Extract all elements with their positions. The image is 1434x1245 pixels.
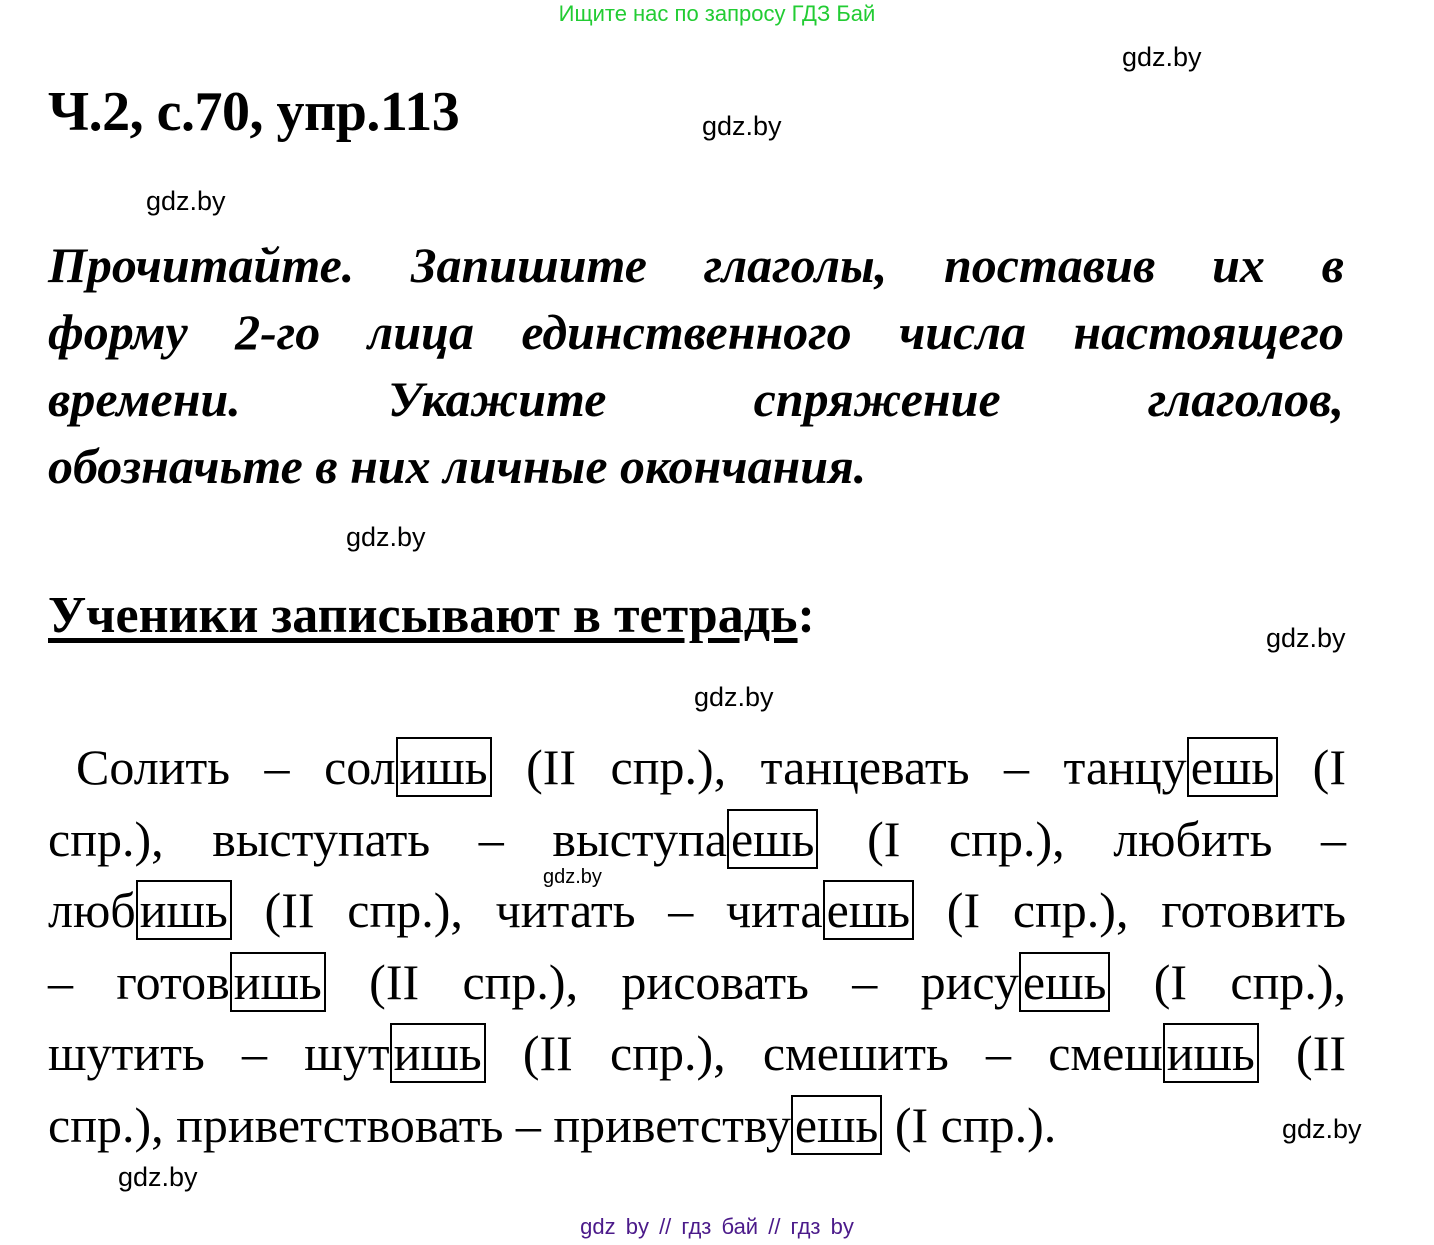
watermark: gdz.by <box>694 682 774 712</box>
answer-fragment: (II спр.), смешить – <box>485 1025 1049 1081</box>
answer-fragment: Солить – <box>76 739 325 795</box>
ending-box: ишь <box>390 1023 486 1083</box>
answer-line <box>48 732 1346 804</box>
answer-fragment: – <box>48 953 117 1010</box>
footer-links[interactable]: gdz by // гдз бай // гдз by <box>580 1214 854 1239</box>
watermark: gdz.by <box>146 186 226 216</box>
ending-box: ишь <box>230 952 326 1012</box>
answer-heading <box>48 584 815 648</box>
answer-fragment: (I спр.), любить – <box>818 810 1347 867</box>
ending-box: ешь <box>727 809 819 869</box>
answer-fragment: (II спр.), танцевать – <box>491 739 1064 795</box>
ending-box: ешь <box>791 1095 883 1155</box>
answer-fragment: (I <box>1278 739 1346 795</box>
answer-line <box>48 947 1346 1019</box>
task-line: обозначьте в них личные окончания. <box>48 438 867 494</box>
task-line: форму 2-го лица единственного числа настоящего <box>48 304 1344 360</box>
answer-fragment: (II спр.), рисовать – <box>325 953 921 1010</box>
verb-stem: чита <box>726 882 823 938</box>
verb-stem: рису <box>920 953 1019 1010</box>
watermark: gdz.by <box>346 522 426 552</box>
ending-box: ешь <box>1019 952 1111 1012</box>
watermark: gdz.by <box>702 111 782 141</box>
answer-fragment: (I спр.), готовить <box>914 882 1347 938</box>
verb-stem: люб <box>48 882 136 938</box>
ending-box: ишь <box>396 737 492 797</box>
verb-stem: выступа <box>552 810 727 867</box>
ending-box: ешь <box>823 880 915 940</box>
verb-stem: приветству <box>553 1096 791 1153</box>
answer-fragment: (I спр.), <box>1110 953 1346 1010</box>
verb-stem: шут <box>304 1025 390 1081</box>
page-title: Ч.2, с.70, упр.113 <box>48 81 460 143</box>
answer-line <box>48 875 1346 947</box>
answer-text <box>48 732 1346 1161</box>
watermark: gdz.by <box>1122 42 1202 72</box>
task-line: Прочитайте. Запишите глаголы, поставив их в <box>48 237 1344 293</box>
answer-line <box>48 1090 1346 1162</box>
task-line: времени. Укажите спряжение глаголов, <box>48 371 1344 427</box>
watermark: gdz.by <box>1266 623 1346 653</box>
answer-fragment: (I спр.). <box>882 1096 1057 1153</box>
answer-fragment: спр.), приветствовать – <box>48 1096 554 1153</box>
answer-fragment: (II <box>1258 1025 1346 1081</box>
watermark: gdz.by <box>543 866 602 888</box>
ending-box: ишь <box>136 880 232 940</box>
search-banner[interactable]: Ищите нас по запросу ГДЗ Бай <box>558 1 876 26</box>
answer-heading-colon: : <box>797 587 815 644</box>
watermark: gdz.by <box>118 1162 198 1192</box>
verb-stem: готов <box>116 953 230 1010</box>
verb-stem: танцу <box>1063 739 1187 795</box>
answer-heading-text: Ученики записывают в тетрадь <box>48 587 798 644</box>
answer-fragment: шутить – <box>48 1025 305 1081</box>
watermark: gdz.by <box>1282 1114 1362 1144</box>
answer-line <box>48 804 1346 876</box>
verb-stem: смеш <box>1048 1025 1163 1081</box>
verb-stem: сол <box>324 739 396 795</box>
answer-fragment: (II спр.), читать – <box>231 882 726 938</box>
answer-fragment: спр.), выступать – <box>48 810 553 867</box>
answer-line <box>48 1018 1346 1090</box>
ending-box: ишь <box>1163 1023 1259 1083</box>
task-instructions <box>48 232 1344 500</box>
ending-box: ешь <box>1187 737 1279 797</box>
